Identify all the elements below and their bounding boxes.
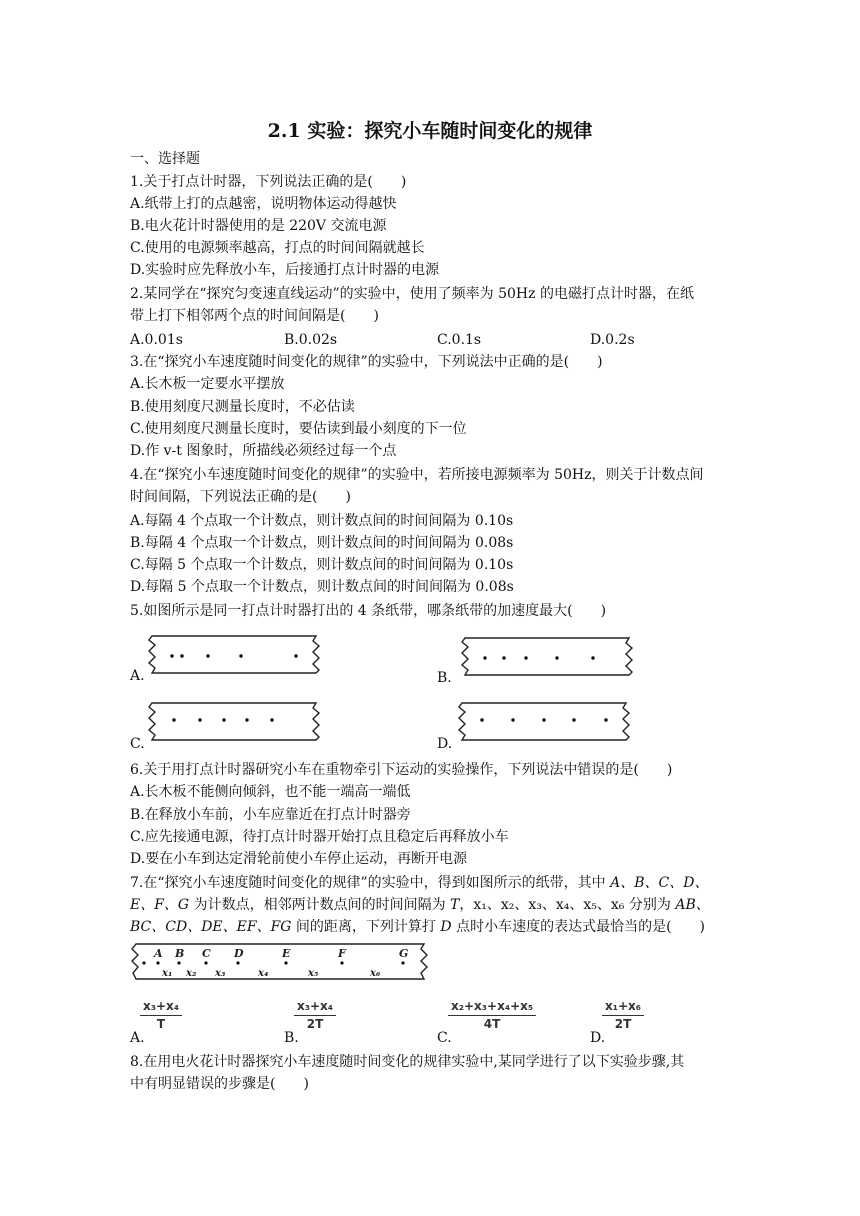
q6-option-c: C.应先接通电源，待打点计时器开始打点且稳定后再释放小车 [130,829,509,845]
q4-option-c: C.每隔 5 个点取一个计数点，则计数点间的时间间隔为 0.10s [130,557,514,573]
q3-stem: 3.在“探究小车速度随时间变化的规律”的实验中，下列说法中正确的是( ) [130,354,603,370]
q7-tape-diagram [128,941,432,983]
q7-formula-a: $\frac{\text{x₃+x₄}}{T}$ [140,999,182,1032]
tape-dot-d [236,961,239,964]
tape-label-f: F [338,947,346,960]
q7-formula-b: $\frac{\text{x₃+x₄}}{2T}$ [294,999,336,1032]
q7-label-a: A. [130,1030,145,1046]
q6-option-d: D.要在小车到达定滑轮前使小车停止运动，再断开电源 [130,851,468,867]
q6-stem: 6.关于用打点计时器研究小车在重物牵引下运动的实验操作，下列说法中错误的是( ) [130,762,673,778]
tape-seg-x1: x₁ [162,968,173,979]
q8-stem-line1: 8.在用电火花计时器探究小车速度随时间变化的规律实验中,某同学进行了以下实验步骤,其 [130,1054,685,1070]
tape-dot-c [204,961,207,964]
tape-seg-x6: x₆ [370,968,381,979]
tape-seg-x2: x₂ [186,968,197,979]
q2-option-b: B.0.02s [284,332,338,348]
q7-formula-d: $\frac{\text{x₁+x₆}}{2T}$ [602,999,644,1032]
q2-option-a: A.0.01s [130,332,183,348]
q3-option-b: B.使用刻度尺测量长度时，不必估读 [130,399,355,415]
tape-dot-e [284,961,287,964]
q7-formula-c: $\frac{\text{x₂+x₃+x₄+x₅}}{4T}$ [448,999,536,1032]
tape-label-g: G [399,947,409,960]
q7-stem-line2: E、F、G 为计数点，相邻两计数点间的时间间隔为 T，x₁、x₂、x₃、x₄、x₅、x₆ 分别为 AB、 [130,897,710,913]
q3-option-a: A.长木板一定要水平摆放 [130,376,285,392]
q5-stem: 5.如图所示是同一打点计时器打出的 4 条纸带，哪条纸带的加速度最大( ) [130,603,607,619]
tape-label-e: E [282,947,291,960]
q2-option-c: C.0.1s [437,332,482,348]
tape-dot-a [156,961,159,964]
tape-label-a: A [154,947,163,960]
q1-stem: 1.关于打点计时器，下列说法正确的是( ) [130,174,407,190]
q5-tape-a [146,633,326,677]
q2-option-d: D.0.2s [590,332,635,348]
q1-option-a: A.纸带上打的点越密，说明物体运动得越快 [130,196,397,212]
q8-stem-line2: 中有明显错误的步骤是( ) [130,1076,309,1092]
q6-option-a: A.长木板不能侧向倾斜，也不能一端高一端低 [130,784,411,800]
q5-tape-d [456,700,636,744]
tape-dot-b [177,961,180,964]
tape-label-b: B [175,947,185,960]
tape-seg-x3: x₃ [215,968,226,979]
q6-option-b: B.在释放小车前，小车应靠近在打点计时器旁 [130,807,411,823]
page-title: 2.1 实验：探究小车随时间变化的规律 [267,120,593,142]
q2-stem-line2: 带上打下相邻两个点的时间间隔是( ) [130,308,379,324]
q3-option-d: D.作 v-t 图象时，所描线必须经过每一个点 [130,443,397,459]
q5-label-c: C. [130,736,145,752]
tape-seg-x5: x₅ [308,968,319,979]
q4-option-a: A.每隔 4 个点取一个计数点，则计数点间的时间间隔为 0.10s [130,513,514,529]
q1-option-c: C.使用的电源频率越高，打点的时间间隔就越长 [130,240,425,256]
q5-label-a: A. [130,668,145,684]
q7-label-d: D. [590,1030,606,1046]
q4-stem-line2: 时间间隔，下列说法正确的是( ) [130,489,351,505]
tape-dot-g [401,961,404,964]
q5-tape-c [146,700,326,744]
q2-stem-line1: 2.某同学在“探究匀变速直线运动”的实验中，使用了频率为 50Hz 的电磁打点计时器，在纸 [130,286,694,302]
tape-start-dot [142,961,145,964]
q1-option-d: D.实验时应先释放小车，后接通打点计时器的电源 [130,262,440,278]
q3-option-c: C.使用刻度尺测量长度时，要估读到最小刻度的下一位 [130,421,467,437]
q7-stem-line3: BC、CD、DE、EF、FG 间的距离，下列计算打 D 点时小车速度的表达式最恰当的是( ) [130,919,705,935]
tape-dot-f [340,961,343,964]
q4-option-d: D.每隔 5 个点取一个计数点，则计数点间的时间间隔为 0.08s [130,579,514,595]
q5-label-d: D. [437,736,453,752]
q7-stem-line1: 7.在“探究小车速度随时间变化的规律”的实验中，得到如图所示的纸带，其中 A、B、C、D、 [130,875,709,891]
section-heading: 一、选择题 [130,151,200,167]
q1-option-b: B.电火花计时器使用的是 220V 交流电源 [130,218,387,234]
q4-option-b: B.每隔 4 个点取一个计数点，则计数点间的时间间隔为 0.08s [130,535,514,551]
tape-seg-x4: x₄ [258,968,269,979]
q4-stem-line1: 4.在“探究小车速度随时间变化的规律”的实验中，若所接电源频率为 50Hz，则关于计数点间 [130,467,704,483]
q5-tape-b [459,635,639,679]
tape-label-c: C [202,947,211,960]
tape-label-d: D [234,947,244,960]
q7-label-c: C. [437,1030,452,1046]
q5-label-b: B. [437,670,452,686]
q7-label-b: B. [284,1030,299,1046]
